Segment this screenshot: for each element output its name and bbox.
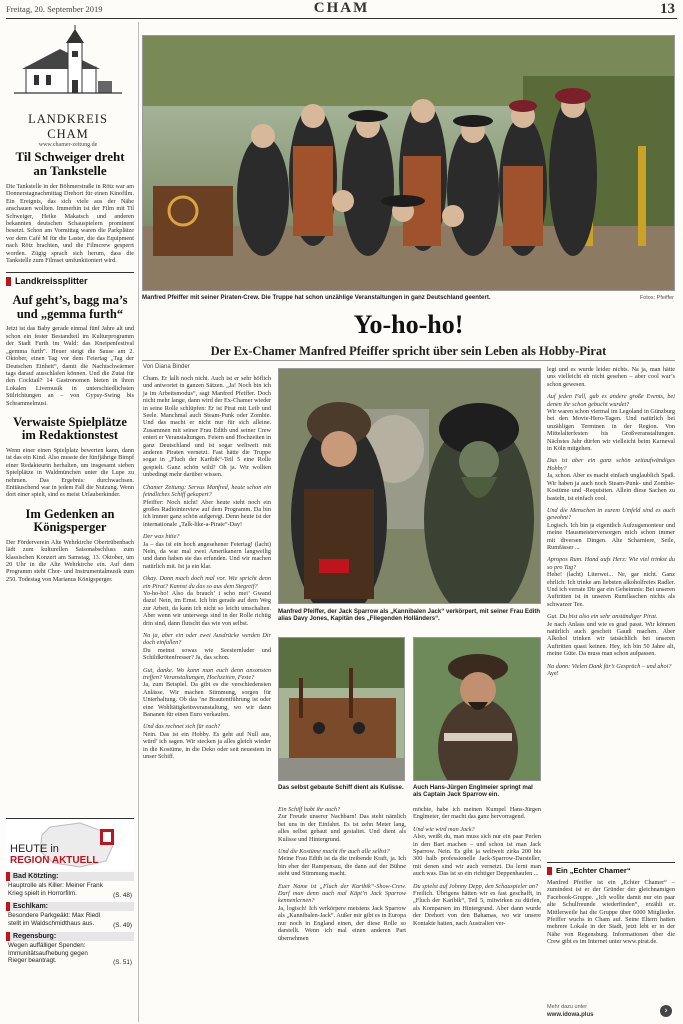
main-column-1 xyxy=(143,364,271,761)
region-aktuell-label: REGION AKTUELL xyxy=(10,855,99,866)
heute-item[interactable] xyxy=(6,872,134,899)
logo-block xyxy=(8,25,128,148)
subhead-rule xyxy=(142,360,675,361)
article-headline-gemma: Auf geht’s, bagg ma’s und „gemma furth“ xyxy=(12,293,128,321)
church-logo-icon xyxy=(8,25,128,103)
photo-pirate-crew xyxy=(142,35,675,291)
pirate-couple-illustration xyxy=(279,369,541,604)
article-headline-spielplatz: Verwaiste Spielplätze im Redaktionstest xyxy=(13,414,127,443)
heute-item-text: Hauptrolle als Killer: Meiner Frank Krieg spielt in Horrorfilm. xyxy=(8,882,103,897)
header-rule xyxy=(6,18,677,19)
answer: möchte, habe ich meinen Kumpel Hans-Jürgen Englmeier, der macht das ganz hervorragend. xyxy=(413,806,541,821)
question: Du spielst auf Johnny Depp, den Schauspieler an? xyxy=(413,882,539,890)
answer: Wir waren schon viermal im Legoland in Günzburg bei den Movie-Hero-Tagen. Und natürlich bei unzähligen Terminen in der Region. Von Mittelalterfesten bis Großveranstaltungen. Nächstes Jahr dürfen wir vielleicht beim Karneval in Köln mitgehen. xyxy=(547,408,675,453)
article-body-gedenken: Der Förderverein Alte Wehrkirche Obertrübenbach lädt zum kulturellen Saisonabschluss zum klassischen Konzert am Samstag, 13. Oktober, um 20 Uhr in die Alte Wehrkirche ein. Auf dem Programm steht Chor- und Instrumentalmusik zum 250. Todestag von Marianus Königsperger. xyxy=(6,538,134,583)
question: Apropos Rum. Hand aufs Herz: Wie viel trinkst du so pro Tag? xyxy=(547,556,675,571)
heute-box xyxy=(6,818,134,1018)
question: Euer Name ist „Fluch der Karibik“-Show-Crew. Darf man denn auch mal Käpt’n Jack Sparrow kennenlernen? xyxy=(278,882,406,905)
answer: Nein. Das ist ein Hobby. Es geht auf Null aus, würd’ ich sagen. Wir stecken ja alles gleich wieder in die Kostüme, in die Deko oder seit neuestem in unser Schiff. xyxy=(143,730,271,761)
article-headline-gedenken: Im Gedenken an Königsperger xyxy=(25,506,115,535)
info-box xyxy=(547,862,675,946)
article-body-til: Die Tankstelle in der Böhmerstraße in Rötz war am Donnerstagnachmittag Drehort für einen Kinofilm. Ein Ereignis, das sich viele aus der Nähe anschauen wollten. Immerhin ist der Film mit Til Schweiger, Heike Makatsch und anderen bekannten deutschen Schauspielern prominent besetzt. Schon am Vormittag waren die Parkplätze vor dem Café M für die Laster, die das Equipment nach Rötz brachten, und die Filmcrew gesperrt worden. Zügig sprach sich herum, dass die Tankstelle zum Filmset umfunktioniert wird. xyxy=(6,183,134,265)
answer: Je nach Anlass und wie es grad passt. Wir können natürlich auch gescheit Gaudi machen. Aber Alkohol trinken wir tatsächlich bei unseren Auftritten quasi keinen. Hey, ich bin 50 Jahre alt, meine Güte. Da muss man schon aufpassen. xyxy=(547,620,675,658)
red-marker xyxy=(6,277,11,286)
heute-item[interactable] xyxy=(6,932,134,966)
more-link[interactable]: www.idowa.plus xyxy=(547,1012,594,1018)
question: Gut, danke. Wo kann man euch denn ansonsten treffen? Veranstaltungen, Hochzeiten, Feste? xyxy=(143,666,271,682)
heute-item-place: Eschlkam: xyxy=(6,902,134,911)
answer: Pfeiffer: Noch nicht! Aber heute steht noch ein großes Radiointerview auf dem Programm. Da bin ich immer ganz schön aufgeregt. Denn heute ist der internationale „Talk-like-a-Pirate“-Day! xyxy=(143,498,271,528)
question: Gut. Du bist also ein sehr anständiger Pirat. xyxy=(547,613,658,621)
heute-item-page: (S. 48) xyxy=(113,892,132,899)
question: Und die Kostüme macht ihr auch alle selbst? xyxy=(278,848,390,856)
main-column-2 xyxy=(278,806,406,942)
question: Na ja, aber ein oder zwei Ausdrücke werden Dir doch einfallen? xyxy=(143,632,271,647)
arrow-icon[interactable]: › xyxy=(660,1005,672,1017)
article-subheadline: Der Ex-Chamer Manfred Pfeiffer spricht über sein Leben als Hobby-Pirat xyxy=(210,344,607,358)
section-title: CHAM xyxy=(313,0,370,16)
main-column-3 xyxy=(413,806,541,927)
info-heading: Ein „Echter Chamer“ xyxy=(547,862,675,875)
heute-label: HEUTE in xyxy=(10,843,59,855)
middle-photo-caption: Manfred Pfeiffer, der Jack Sparrow als „Kannibalen Jack“ verkörpert, mit seiner Frau Edith alias Davy Jones, Kapitän des „Fliegenden Holländers“. xyxy=(278,608,541,623)
splitter-heading: Landkreissplitter xyxy=(6,272,134,286)
answer: legt und es wurde leider nichts. Na ja, man hätte uns vielleicht eh nicht gesehen – aber cool war’s schon gewesen. xyxy=(547,366,675,388)
question: Der was bitte? xyxy=(143,533,180,541)
jack-sparrow-illustration xyxy=(414,638,541,781)
answer: Also, weißt du, man muss sich nur ein paar Perlen in den Bart machen – und schon ist man Jack Sparrow. Nein. Es gibt ja weltweit zirka 200 bis 300 halb professionelle Jack-Sparrow-Darsteller, mit denen sind wir auch vernetzt. Da lernt man auch was. Das ist so ein richtiger Deppenhaufen ... xyxy=(413,833,541,878)
ship-illustration xyxy=(279,638,405,781)
intro-text: Cham. Er lallt noch nicht. Auch ist er sehr höflich und antwortet in ganzen Sätzen. „Ja! Noch bin ich ja im Arbeitsmodus“, sagt Manfred Pfeiffer. Doch nicht mehr lange, dann wird der Ex-Chamer wieder in seine Rolle schlüpfen: Er ist Pirat mit Leib und Seele. Manchmal auch Steam-Punk oder Zombie. Und das macht er nicht nur für sich alleine. Zusammen mit seiner Frau Edith und seiner Crew entert er Veranstaltungen. Feiern und Hochzeiten in ganz Deutschland und ist sogar weltweit mit anderen Piraten vernetzt. Fast hätte die Truppe sogar in „Fluch der Karibik“-Teil 5 eine Rolle gespielt. Ganz schön wild? Oh ja. Wir wollten unbedingt mehr darüber wissen. xyxy=(143,375,271,479)
question: Ein Schiff habt ihr auch? xyxy=(278,806,341,813)
answer: Ja, zum Beispiel. Da gibt es die verschiedensten Anlässe. Wir machen Stimmung, sorgen für Unterhaltung. Ob das ‘ne Brautentführung ist oder eine Wohltätigkeitsveranstaltung, wo wir dann Bananen für einen Euro verkaufen. xyxy=(143,681,271,719)
photo-pfeiffer-couple xyxy=(278,368,541,604)
answer: Zur Freude unserer Nachbarn! Das steht nämlich bei uns in der Einfahrt. Es ist zehn Meter lang, alles selbst gebaut und gestaltet. Und dient als Kulisse und Hintergrund. xyxy=(278,813,406,843)
article-body-gemma: Jetzt ist das Baby gerade einmal fünf Jahre alt und schon ein fester Bestandteil im Kulturprogramm der Stadt Furth im Wald: das Kneipenfestival „gemma furth“. Heuer steigt die Sause am 2. Oktober, einen Tag vor dem Feiertag „Tag der Deutschen Einheit“, damit die Nachtschwärmer tags darauf ausschlafen können. Und die Zutat für den Cocktail? 14 Gastronomen bieten in ihren Lokalen Livemusik in unterschiedlichsten Stilrichtungen an – von Gypsy-Swing bis Schrammelmusi. xyxy=(6,325,134,407)
answer: Aye! xyxy=(547,670,559,678)
photo-jack-sparrow xyxy=(413,637,541,781)
heute-item-page: (S. 49) xyxy=(113,922,132,929)
main-column-4 xyxy=(547,366,675,677)
question: Und die Menschen in eurem Umfeld sind es auch gewohnt? xyxy=(547,506,675,522)
answer: Freilich. Übrigens hätten wir es fast geschafft, in „Fluch der Karibik“, Teil 5, mitwirken zu dürfen, als Komparsen im Hintergrund. Aber dann wurde der Drehort von den Bahamas, wo wir unsere Kontakte hatten, nach Australien ver- xyxy=(413,890,541,927)
byline: Von Diana Binder xyxy=(143,364,190,370)
heute-item-text: Besondere Parkgeäkt: Max Riedl stellt im Waldschmidthaus aus. xyxy=(8,912,101,927)
heute-list xyxy=(6,872,134,966)
heute-item[interactable] xyxy=(6,902,134,929)
answer: Logisch. Ich bin ja eigentlich Aufzugsmonteur und meine Hausmeisterversorgen mich schon immer mit diversen Dingen. Alte Scharniere, Seile, Rumfässer ... xyxy=(547,521,675,551)
top-photo-caption: Manfred Pfeiffer mit seiner Piraten-Crew. Die Truppe hat schon unzählige Veranstaltungen in ganz Deutschland geentert. xyxy=(142,294,491,301)
answer: Ja, schon. Aber es macht einfach unglaublich Spaß. Wir haben ja auch noch Steam-Punk- und Zombie-Kostüme und -Requisiten. Allein diese Sachen zu basteln, ist einfach cool. xyxy=(547,472,675,502)
heute-header xyxy=(6,819,134,869)
answer: Meine Frau Edith ist da die treibende Kraft, ja. Ich bin eher der Rampensau, die dann auf der Bühne steht und Stimmung macht. xyxy=(278,855,406,878)
article-headline-til: Til Schweiger dreht an Tankstelle xyxy=(15,149,125,178)
article-body-spielplatz: Wenn einer einen Spielplatz bewerten kann, dann ist das ein Kind. Also musste der fünfjährige Bimpf einer Redakteurin herhalten, um insgesamt sieben Spielplätze in Waldmünchen unter die Lupe zu nehmen. Das Ergebnis: durchwachsen. Enttäuschend war in jedem Fall die Nutzung. Wenn dort einer spielt, sind es meist Urlauberkinder. xyxy=(6,446,134,499)
question: Okay. Dann mach doch mal vor. Wie spricht denn ein Pirat? Kannst du das so aus dem Stegreif? xyxy=(143,575,271,590)
answer: Yo-ho-ho! Also da brauch’ i scho mei’ Gwand dazu! Nein, im Ernst. Ich bin gerade auf dem Weg zur Arbeit, da kann ich nicht so leicht umschalten. Aber wenn wir unterwegs sind in der Rolle richtig drin sind, dann flutscht das wie von selbst. xyxy=(143,589,271,627)
heute-item-place: Regensburg: xyxy=(6,932,134,941)
answer: Du meinst sowas wie Seesternluder und Schildkrötenfresser? Ja, das schon. xyxy=(143,646,271,662)
answer: Ja – das ist ein hoch angesehener Feiertag! (lacht) Nein, da war mal zwei Amerikanern langweilig und dann haben sie das erfunden. Und wir machen natürlich mit. Ist ja ein klar. xyxy=(143,540,271,570)
red-marker xyxy=(547,867,552,875)
answer: Ja, logisch! Ich verkörpere meistens Jack Sparrow als „Kannibalen-Jack“. Außer mir gibt es in Europa nur noch in England einen, der diese Rolle so darstellt. Wenn ich mal einen anderen Part übernehmen xyxy=(278,904,406,942)
question: Das ist aber ein ganz schön zeitaufwändiges Hobby? xyxy=(547,457,675,472)
pirate-crew-illustration xyxy=(143,36,675,291)
heute-item-page: (S. 51) xyxy=(113,958,132,966)
photo-ship xyxy=(278,637,405,781)
sidebar xyxy=(6,150,134,583)
ship-caption: Das selbst gebaute Schiff dient als Kulisse. xyxy=(278,784,404,791)
answer: Hehe! (lacht) Literwei... Ne, gar nicht. Ganz ehrlich: Ich trinke am liebsten alkoholfreies Radler. Und ich verrate Dir gar ein Geheimnis: Bei unseren Auftritten ist in unseren Rumflaschen nichts als schwarzer Tee. xyxy=(547,571,675,608)
heute-item-place: Bad Kötzting: xyxy=(6,872,134,881)
page-number: 13 xyxy=(660,1,675,17)
info-body: Manfred Pfeiffer ist ein „Echter Chamer“ – zumindest ist er der Gründer der gleichnamigen Facebook-Gruppe. „Ich wollte damit nur ein paar alte Schulfreunde wiederfinden“, erzählt er. Mittlerweile hat die Gruppe über 6000 Mitglieder. Pfeiffer wuchs in Cham auf. Seine Eltern hatten mehrere Lokale in der Stadt, jetzt lebt er in der Nähe von Regensburg. Informationen über die Crew gibt es im Internet unter www.pirat.de. xyxy=(547,879,675,946)
heute-item-text: Wegen auffälliger Spenden: Immunitätsaufhebung gegen Rieger beantragt. xyxy=(8,942,88,965)
question: Und wie wird man Jack? xyxy=(413,825,475,833)
sidebar-divider xyxy=(138,22,139,1022)
question: Na dann: Vielen Dank für’s Gespräch – und ahoi? xyxy=(547,662,672,670)
question: Und das rechnet sich für euch? xyxy=(143,723,221,731)
issue-date: Freitag, 20. September 2019 xyxy=(6,4,103,14)
logo-title: LANDKREIS CHAM xyxy=(28,112,108,141)
photo-credit: Fotos: Pfeiffer xyxy=(639,295,674,301)
question: Chamer Zeitung: Servus Manfred, heute schon ein feindliches Schiff gekapert? xyxy=(143,483,271,499)
logo-url[interactable]: www.chamer-zeitung.de xyxy=(38,142,98,148)
question: Auf jeden Fall, gab es andere große Events, bei denen ihr schon gebucht wurdet? xyxy=(547,393,675,408)
article-headline: Yo-ho-ho! xyxy=(353,310,464,339)
jack-caption: Auch Hans-Jürgen Englmeier springt mal als Captain Jack Sparrow ein. xyxy=(413,784,533,799)
more-label: Mehr dazu unter xyxy=(547,1004,588,1010)
